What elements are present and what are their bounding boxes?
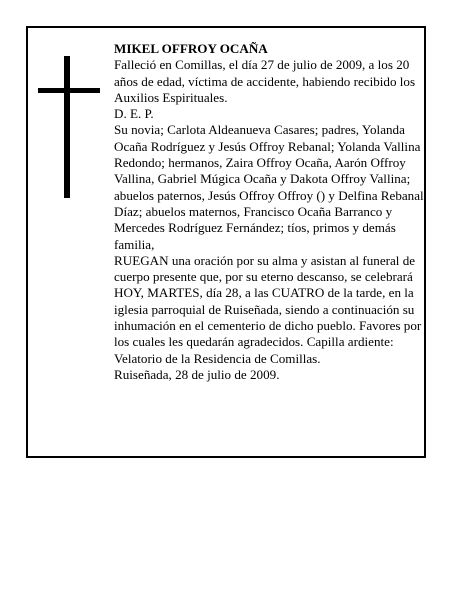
rest-in-peace: D. E. P. [114, 106, 154, 122]
funeral-request: RUEGAN una oración por su alma y asistan al funeral de cuerpo presente que, por su eterno descanso, se celebrará HOY, MARTES, día 28, a las CUATRO de la tarde, en la iglesia parroquial de Ruiseñada, siendo a continuación su inhumación en el cementerio de dicho pueblo. Favores por los cuales les quedarán agradecidos. Capilla ardiente: Velatorio de la Residencia de Comillas. [114, 252, 422, 366]
death-announcement: Falleció en Comillas, el día 27 de julio de 2009, a los 20 años de edad, víctima de accidente, habiendo recibido los Auxilios Espirituales. [114, 57, 416, 105]
obituary-notice [26, 26, 426, 458]
deceased-name: MIKEL OFFROY OCAÑA [114, 41, 268, 56]
obituary-text [114, 41, 424, 383]
family-list: Su novia; Carlota Aldeanueva Casares; padres, Yolanda Ocaña Rodríguez y Jesús Offroy Rebanal; Yolanda Vallina Redondo; hermanos, Zaira Offroy Ocaña, Aarón Offroy Vallina, Gabriel Múgica Ocaña y Dakota Offroy Vallina; abuelos paternos, Jesús Offroy Offroy () y Delfina Rebanal Díaz; abuelos maternos, Francisco Ocaña Barranco y Mercedes Rodríguez Fernández; tíos, primos y demás familia, [114, 122, 424, 252]
cross-icon [38, 56, 100, 198]
cross-horizontal-bar [38, 88, 100, 93]
cross-vertical-bar [64, 56, 70, 198]
place-and-date: Ruiseñada, 28 de julio de 2009. [114, 366, 280, 382]
